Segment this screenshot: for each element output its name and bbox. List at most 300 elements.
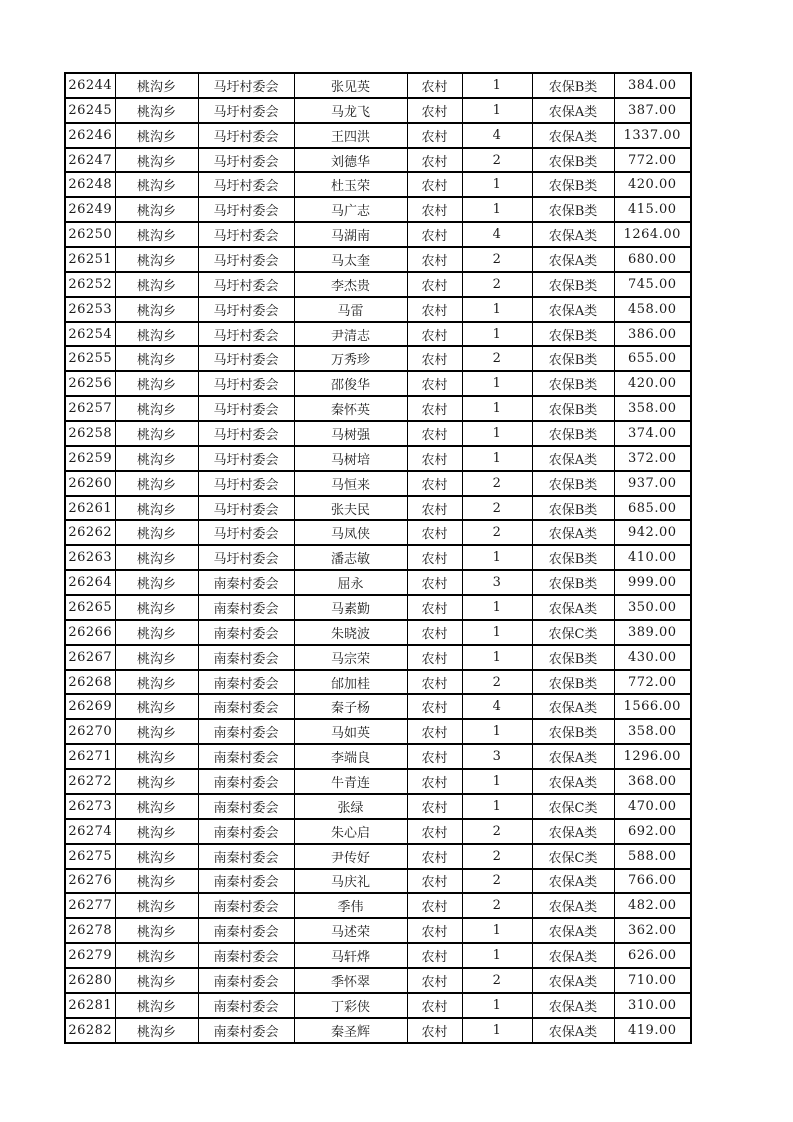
cell-name: 万秀珍 — [294, 346, 407, 371]
cell-count: 1 — [462, 794, 532, 819]
cell-insurance_type: 农保C类 — [532, 794, 614, 819]
cell-name: 王四洪 — [294, 123, 407, 148]
cell-village: 马圩村委会 — [198, 197, 294, 222]
cell-village: 南秦村委会 — [198, 694, 294, 719]
cell-count: 4 — [462, 694, 532, 719]
cell-id: 26269 — [65, 694, 115, 719]
cell-count: 3 — [462, 744, 532, 769]
cell-township: 桃沟乡 — [115, 943, 198, 968]
cell-insurance_type: 农保B类 — [532, 322, 614, 347]
cell-count: 1 — [462, 446, 532, 471]
cell-township: 桃沟乡 — [115, 371, 198, 396]
cell-id: 26275 — [65, 844, 115, 869]
cell-amount: 420.00 — [614, 172, 691, 197]
table-row — [65, 570, 691, 595]
cell-insurance_type: 农保A类 — [532, 968, 614, 993]
cell-village: 马圩村委会 — [198, 98, 294, 123]
cell-amount: 680.00 — [614, 247, 691, 272]
cell-amount: 937.00 — [614, 471, 691, 496]
table-row — [65, 272, 691, 297]
cell-count: 1 — [462, 396, 532, 421]
cell-amount: 358.00 — [614, 719, 691, 744]
cell-amount: 310.00 — [614, 993, 691, 1018]
cell-count: 2 — [462, 520, 532, 545]
cell-name: 马如英 — [294, 719, 407, 744]
cell-id: 26251 — [65, 247, 115, 272]
cell-count: 1 — [462, 595, 532, 620]
cell-id: 26273 — [65, 794, 115, 819]
cell-township: 桃沟乡 — [115, 545, 198, 570]
cell-count: 1 — [462, 993, 532, 1018]
cell-village: 南秦村委会 — [198, 570, 294, 595]
cell-amount: 1264.00 — [614, 222, 691, 247]
cell-village: 马圩村委会 — [198, 297, 294, 322]
cell-category: 农村 — [407, 819, 462, 844]
table-row — [65, 1018, 691, 1043]
cell-id: 26276 — [65, 869, 115, 894]
cell-insurance_type: 农保B类 — [532, 719, 614, 744]
cell-category: 农村 — [407, 1018, 462, 1043]
table-row — [65, 421, 691, 446]
cell-insurance_type: 农保A类 — [532, 446, 614, 471]
cell-category: 农村 — [407, 421, 462, 446]
cell-amount: 1566.00 — [614, 694, 691, 719]
cell-count: 1 — [462, 645, 532, 670]
cell-category: 农村 — [407, 98, 462, 123]
cell-amount: 772.00 — [614, 148, 691, 173]
cell-category: 农村 — [407, 222, 462, 247]
cell-amount: 692.00 — [614, 819, 691, 844]
table-row — [65, 148, 691, 173]
cell-category: 农村 — [407, 197, 462, 222]
cell-name: 马素勤 — [294, 595, 407, 620]
cell-count: 2 — [462, 471, 532, 496]
cell-township: 桃沟乡 — [115, 869, 198, 894]
cell-insurance_type: 农保A类 — [532, 893, 614, 918]
cell-insurance_type: 农保A类 — [532, 993, 614, 1018]
cell-village: 南秦村委会 — [198, 670, 294, 695]
cell-name: 秦子杨 — [294, 694, 407, 719]
cell-village: 南秦村委会 — [198, 1018, 294, 1043]
cell-category: 农村 — [407, 794, 462, 819]
cell-category: 农村 — [407, 396, 462, 421]
table-row — [65, 645, 691, 670]
cell-count: 1 — [462, 918, 532, 943]
cell-name: 张见英 — [294, 73, 407, 98]
cell-village: 马圩村委会 — [198, 545, 294, 570]
cell-township: 桃沟乡 — [115, 719, 198, 744]
cell-insurance_type: 农保C类 — [532, 620, 614, 645]
cell-insurance_type: 农保A类 — [532, 297, 614, 322]
cell-name: 张夫民 — [294, 496, 407, 521]
cell-name: 秦圣辉 — [294, 1018, 407, 1043]
cell-insurance_type: 农保A类 — [532, 918, 614, 943]
cell-id: 26257 — [65, 396, 115, 421]
cell-village: 南秦村委会 — [198, 918, 294, 943]
table-row — [65, 744, 691, 769]
cell-township: 桃沟乡 — [115, 297, 198, 322]
table-row — [65, 545, 691, 570]
cell-category: 农村 — [407, 844, 462, 869]
cell-township: 桃沟乡 — [115, 620, 198, 645]
cell-count: 1 — [462, 719, 532, 744]
cell-village: 南秦村委会 — [198, 993, 294, 1018]
cell-count: 2 — [462, 496, 532, 521]
cell-category: 农村 — [407, 272, 462, 297]
cell-name: 季怀翠 — [294, 968, 407, 993]
cell-amount: 389.00 — [614, 620, 691, 645]
cell-name: 屈永 — [294, 570, 407, 595]
cell-count: 1 — [462, 421, 532, 446]
cell-name: 马凤侠 — [294, 520, 407, 545]
table-row — [65, 222, 691, 247]
cell-township: 桃沟乡 — [115, 694, 198, 719]
cell-township: 桃沟乡 — [115, 446, 198, 471]
cell-name: 马龙飞 — [294, 98, 407, 123]
cell-name: 杜玉荣 — [294, 172, 407, 197]
cell-village: 马圩村委会 — [198, 371, 294, 396]
cell-count: 1 — [462, 297, 532, 322]
cell-village: 南秦村委会 — [198, 819, 294, 844]
cell-amount: 942.00 — [614, 520, 691, 545]
table-row — [65, 794, 691, 819]
cell-amount: 482.00 — [614, 893, 691, 918]
cell-count: 1 — [462, 197, 532, 222]
cell-insurance_type: 农保C类 — [532, 844, 614, 869]
cell-count: 1 — [462, 769, 532, 794]
cell-township: 桃沟乡 — [115, 819, 198, 844]
cell-insurance_type: 农保B类 — [532, 371, 614, 396]
cell-insurance_type: 农保B类 — [532, 346, 614, 371]
table-row — [65, 968, 691, 993]
table-row — [65, 371, 691, 396]
cell-village: 马圩村委会 — [198, 247, 294, 272]
cell-township: 桃沟乡 — [115, 993, 198, 1018]
cell-township: 桃沟乡 — [115, 322, 198, 347]
table-row — [65, 769, 691, 794]
cell-name: 尹清志 — [294, 322, 407, 347]
cell-amount: 626.00 — [614, 943, 691, 968]
cell-village: 马圩村委会 — [198, 496, 294, 521]
cell-amount: 470.00 — [614, 794, 691, 819]
cell-count: 4 — [462, 123, 532, 148]
table-row — [65, 197, 691, 222]
cell-count: 2 — [462, 893, 532, 918]
table-row — [65, 620, 691, 645]
cell-id: 26247 — [65, 148, 115, 173]
cell-village: 马圩村委会 — [198, 172, 294, 197]
cell-amount: 372.00 — [614, 446, 691, 471]
cell-insurance_type: 农保A类 — [532, 595, 614, 620]
cell-name: 马雷 — [294, 297, 407, 322]
cell-amount: 1296.00 — [614, 744, 691, 769]
cell-category: 农村 — [407, 297, 462, 322]
cell-township: 桃沟乡 — [115, 595, 198, 620]
cell-insurance_type: 农保B类 — [532, 570, 614, 595]
cell-village: 南秦村委会 — [198, 794, 294, 819]
cell-count: 2 — [462, 968, 532, 993]
cell-amount: 766.00 — [614, 869, 691, 894]
cell-insurance_type: 农保A类 — [532, 943, 614, 968]
cell-village: 南秦村委会 — [198, 769, 294, 794]
cell-name: 朱晓波 — [294, 620, 407, 645]
cell-name: 秦怀英 — [294, 396, 407, 421]
cell-category: 农村 — [407, 172, 462, 197]
cell-township: 桃沟乡 — [115, 769, 198, 794]
cell-township: 桃沟乡 — [115, 794, 198, 819]
cell-category: 农村 — [407, 73, 462, 98]
cell-id: 26277 — [65, 893, 115, 918]
cell-amount: 374.00 — [614, 421, 691, 446]
cell-id: 26252 — [65, 272, 115, 297]
table-row — [65, 297, 691, 322]
cell-township: 桃沟乡 — [115, 197, 198, 222]
cell-village: 南秦村委会 — [198, 620, 294, 645]
cell-insurance_type: 农保B类 — [532, 396, 614, 421]
cell-township: 桃沟乡 — [115, 247, 198, 272]
cell-id: 26271 — [65, 744, 115, 769]
cell-township: 桃沟乡 — [115, 1018, 198, 1043]
cell-category: 农村 — [407, 570, 462, 595]
cell-amount: 999.00 — [614, 570, 691, 595]
cell-insurance_type: 农保B类 — [532, 148, 614, 173]
cell-village: 南秦村委会 — [198, 943, 294, 968]
cell-id: 26248 — [65, 172, 115, 197]
cell-insurance_type: 农保B类 — [532, 670, 614, 695]
cell-count: 2 — [462, 670, 532, 695]
table-row — [65, 670, 691, 695]
cell-category: 农村 — [407, 346, 462, 371]
cell-count: 2 — [462, 869, 532, 894]
cell-amount: 386.00 — [614, 322, 691, 347]
cell-count: 1 — [462, 172, 532, 197]
cell-name: 牛青连 — [294, 769, 407, 794]
cell-category: 农村 — [407, 645, 462, 670]
cell-township: 桃沟乡 — [115, 968, 198, 993]
cell-category: 农村 — [407, 545, 462, 570]
table-row — [65, 396, 691, 421]
cell-name: 马广志 — [294, 197, 407, 222]
cell-category: 农村 — [407, 993, 462, 1018]
benefits-table — [64, 72, 692, 1044]
cell-amount: 458.00 — [614, 297, 691, 322]
cell-id: 26258 — [65, 421, 115, 446]
cell-id: 26249 — [65, 197, 115, 222]
table-row — [65, 893, 691, 918]
cell-name: 马轩烨 — [294, 943, 407, 968]
cell-amount: 1337.00 — [614, 123, 691, 148]
cell-township: 桃沟乡 — [115, 73, 198, 98]
cell-insurance_type: 农保B类 — [532, 545, 614, 570]
cell-category: 农村 — [407, 322, 462, 347]
cell-category: 农村 — [407, 769, 462, 794]
cell-category: 农村 — [407, 670, 462, 695]
cell-amount: 415.00 — [614, 197, 691, 222]
cell-name: 马庆礼 — [294, 869, 407, 894]
cell-insurance_type: 农保B类 — [532, 272, 614, 297]
cell-insurance_type: 农保B类 — [532, 471, 614, 496]
cell-township: 桃沟乡 — [115, 744, 198, 769]
cell-village: 马圩村委会 — [198, 520, 294, 545]
cell-insurance_type: 农保B类 — [532, 496, 614, 521]
cell-id: 26281 — [65, 993, 115, 1018]
cell-amount: 430.00 — [614, 645, 691, 670]
cell-township: 桃沟乡 — [115, 172, 198, 197]
cell-township: 桃沟乡 — [115, 496, 198, 521]
table-row — [65, 123, 691, 148]
cell-insurance_type: 农保B类 — [532, 421, 614, 446]
cell-village: 马圩村委会 — [198, 346, 294, 371]
cell-id: 26270 — [65, 719, 115, 744]
table-row — [65, 73, 691, 98]
cell-amount: 420.00 — [614, 371, 691, 396]
cell-count: 1 — [462, 73, 532, 98]
cell-insurance_type: 农保A类 — [532, 694, 614, 719]
cell-amount: 387.00 — [614, 98, 691, 123]
cell-name: 邵俊华 — [294, 371, 407, 396]
benefits-table-container — [64, 72, 692, 1044]
cell-insurance_type: 农保B类 — [532, 645, 614, 670]
cell-township: 桃沟乡 — [115, 421, 198, 446]
cell-insurance_type: 农保A类 — [532, 744, 614, 769]
cell-category: 农村 — [407, 620, 462, 645]
cell-name: 朱心启 — [294, 819, 407, 844]
cell-township: 桃沟乡 — [115, 222, 198, 247]
cell-village: 马圩村委会 — [198, 421, 294, 446]
table-row — [65, 247, 691, 272]
cell-id: 26272 — [65, 769, 115, 794]
cell-category: 农村 — [407, 148, 462, 173]
cell-count: 2 — [462, 247, 532, 272]
cell-township: 桃沟乡 — [115, 844, 198, 869]
cell-count: 1 — [462, 943, 532, 968]
table-row — [65, 844, 691, 869]
cell-name: 马树培 — [294, 446, 407, 471]
cell-count: 3 — [462, 570, 532, 595]
cell-name: 邰加桂 — [294, 670, 407, 695]
cell-name: 尹传好 — [294, 844, 407, 869]
table-row — [65, 993, 691, 1018]
cell-village: 马圩村委会 — [198, 222, 294, 247]
cell-category: 农村 — [407, 595, 462, 620]
cell-amount: 368.00 — [614, 769, 691, 794]
cell-count: 2 — [462, 346, 532, 371]
cell-village: 马圩村委会 — [198, 396, 294, 421]
cell-count: 4 — [462, 222, 532, 247]
cell-township: 桃沟乡 — [115, 471, 198, 496]
cell-amount: 655.00 — [614, 346, 691, 371]
cell-id: 26282 — [65, 1018, 115, 1043]
cell-township: 桃沟乡 — [115, 670, 198, 695]
cell-id: 26278 — [65, 918, 115, 943]
cell-amount: 350.00 — [614, 595, 691, 620]
cell-township: 桃沟乡 — [115, 98, 198, 123]
cell-id: 26250 — [65, 222, 115, 247]
cell-id: 26260 — [65, 471, 115, 496]
cell-id: 26274 — [65, 819, 115, 844]
cell-name: 马宗荣 — [294, 645, 407, 670]
table-row — [65, 322, 691, 347]
cell-id: 26244 — [65, 73, 115, 98]
table-row — [65, 446, 691, 471]
cell-village: 马圩村委会 — [198, 272, 294, 297]
cell-village: 马圩村委会 — [198, 123, 294, 148]
cell-category: 农村 — [407, 719, 462, 744]
cell-amount: 410.00 — [614, 545, 691, 570]
cell-village: 马圩村委会 — [198, 148, 294, 173]
cell-township: 桃沟乡 — [115, 645, 198, 670]
cell-category: 农村 — [407, 446, 462, 471]
cell-insurance_type: 农保A类 — [532, 123, 614, 148]
cell-id: 26266 — [65, 620, 115, 645]
cell-amount: 358.00 — [614, 396, 691, 421]
cell-category: 农村 — [407, 471, 462, 496]
cell-category: 农村 — [407, 520, 462, 545]
cell-township: 桃沟乡 — [115, 123, 198, 148]
cell-id: 26267 — [65, 645, 115, 670]
cell-count: 2 — [462, 844, 532, 869]
cell-amount: 362.00 — [614, 918, 691, 943]
cell-village: 南秦村委会 — [198, 844, 294, 869]
cell-insurance_type: 农保A类 — [532, 222, 614, 247]
cell-id: 26261 — [65, 496, 115, 521]
cell-category: 农村 — [407, 893, 462, 918]
cell-amount: 710.00 — [614, 968, 691, 993]
cell-id: 26246 — [65, 123, 115, 148]
cell-village: 南秦村委会 — [198, 869, 294, 894]
cell-township: 桃沟乡 — [115, 520, 198, 545]
cell-name: 李端良 — [294, 744, 407, 769]
cell-amount: 772.00 — [614, 670, 691, 695]
cell-count: 1 — [462, 322, 532, 347]
cell-id: 26264 — [65, 570, 115, 595]
cell-name: 季伟 — [294, 893, 407, 918]
cell-count: 1 — [462, 1018, 532, 1043]
cell-village: 南秦村委会 — [198, 893, 294, 918]
cell-name: 潘志敏 — [294, 545, 407, 570]
cell-id: 26268 — [65, 670, 115, 695]
cell-category: 农村 — [407, 968, 462, 993]
cell-count: 1 — [462, 371, 532, 396]
cell-name: 马太奎 — [294, 247, 407, 272]
cell-id: 26279 — [65, 943, 115, 968]
cell-id: 26265 — [65, 595, 115, 620]
cell-category: 农村 — [407, 918, 462, 943]
cell-township: 桃沟乡 — [115, 918, 198, 943]
cell-township: 桃沟乡 — [115, 570, 198, 595]
cell-id: 26262 — [65, 520, 115, 545]
cell-name: 李杰贵 — [294, 272, 407, 297]
table-row — [65, 595, 691, 620]
cell-insurance_type: 农保B类 — [532, 172, 614, 197]
cell-insurance_type: 农保A类 — [532, 769, 614, 794]
cell-id: 26256 — [65, 371, 115, 396]
cell-id: 26254 — [65, 322, 115, 347]
cell-category: 农村 — [407, 247, 462, 272]
cell-township: 桃沟乡 — [115, 148, 198, 173]
cell-name: 丁彩侠 — [294, 993, 407, 1018]
cell-id: 26259 — [65, 446, 115, 471]
cell-amount: 745.00 — [614, 272, 691, 297]
cell-category: 农村 — [407, 496, 462, 521]
cell-count: 1 — [462, 98, 532, 123]
cell-village: 马圩村委会 — [198, 73, 294, 98]
cell-id: 26255 — [65, 346, 115, 371]
cell-township: 桃沟乡 — [115, 396, 198, 421]
cell-insurance_type: 农保A类 — [532, 819, 614, 844]
cell-insurance_type: 农保A类 — [532, 247, 614, 272]
cell-village: 马圩村委会 — [198, 322, 294, 347]
